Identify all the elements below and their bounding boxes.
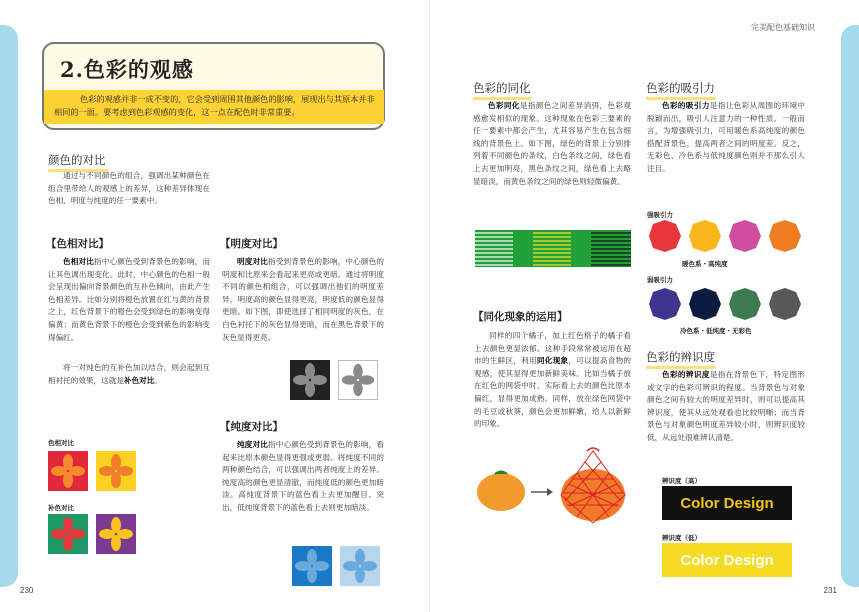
- purple-square: [96, 514, 136, 554]
- yellow-flower-icon: [96, 514, 136, 554]
- legibility-heading: 色彩的辨识度: [646, 350, 715, 364]
- assimilation-use-heading: 【同化现象的运用】: [473, 311, 568, 323]
- strong-polygon-3: [729, 220, 761, 252]
- vivid-blue-square: [292, 546, 332, 586]
- weak-polygon-1: [649, 288, 681, 320]
- legibility-low-label: 辨识度（低）: [662, 534, 701, 542]
- assimilation-heading: 色彩的同化: [473, 81, 531, 95]
- gray-flower-icon: [290, 360, 330, 400]
- running-header: 完美配色基础知识: [751, 23, 815, 32]
- hue-contrast-heading: 【色相对比】: [46, 238, 109, 250]
- left-page-tab: [0, 25, 18, 587]
- red-square: [48, 451, 88, 491]
- chapter-title: 2.色彩的观感: [60, 57, 194, 82]
- high-legibility-sample: Color Design: [662, 486, 792, 520]
- attraction-section-header: [646, 80, 796, 100]
- gray-flower-icon: [339, 361, 377, 399]
- hue-contrast-term: 色相对比: [63, 257, 94, 266]
- strong-polygon-4: [769, 220, 801, 252]
- contrast-body: 通过与不同颜色的组合，强调出某种颜色在组合里带给人的观感上的差异，这种差异体现在色相、明度与纯度的任一要素中。: [48, 171, 210, 206]
- black-square: [290, 360, 330, 400]
- assimilation-body: 色彩同化是指颜色之间差异消弭，色彩观感愈发相似的现象。这种现象在色彩三要素的任一要素中都会产生，尤其容易产生在包含细线的背景色上。如下图，绿色的背景上分别排列着不同颜色的条纹，白色条纹之间，绿色看上去更加明亮，黑色条纹之间，绿色看上去略显暗淡，而黄色条纹之间的绿色则轻微偏黄。: [473, 101, 632, 186]
- strong-attraction-caption: 暖色系・高纯度: [682, 260, 728, 268]
- attraction-body: 色彩的吸引力是指让色彩从周围的环境中脱颖而出，吸引人注意力的一种性质。一般而言，为增强吸引力，可用暖色系高纯度的颜色搭配背景色，提高两者之间的明度差。反之，无彩色、冷色系与低纯度颜色则并不那么引人注目。: [647, 101, 806, 173]
- assimilation-term: 色彩同化: [488, 101, 520, 110]
- value-contrast-body: 明度对比指受到背景色的影响，中心颜色的明度和比原来会看起来更亮或更暗。通过将明度不同的颜色相组合，可以强调出他们的明度差异，明度高的颜色显得更亮，明度低的颜色显得更暗。如下图，即使选择了相同明度的灰色，在白色衬托下的灰色显得更暗，而在黑色背景下的灰色显得更亮。: [222, 257, 385, 342]
- orange-fruit-icon: [475, 445, 635, 530]
- weak-polygon-2: [689, 288, 721, 320]
- assimilation-use-body: 同样的四个橘子，加上红色格子的橘子看上去颜色更显浓郁。这种手段常常被运用在超市的生鲜区，利用同化现象，可以提高食物的观感，使其显得更加新鲜美味。比如当橘子放在红色的网袋中时，实际看上去的颜色比原本偏红，显得更加成熟。同样，放在绿色网袋中的毛豆或秋葵，颜色会更加鲜嫩，给人以新鲜的印象。: [474, 331, 632, 429]
- assimilation-section-header: [473, 80, 613, 100]
- chapter-title-box: [42, 42, 385, 130]
- orange-net-figure: [475, 445, 635, 530]
- chapter-intro: 色彩的观感并非一成不变的，它会受到周围其他颜色的影响，展现出与其原本并非相同的一面。要考虑到色彩观感的变化，这一点在配色时非常重要。: [54, 94, 375, 117]
- legibility-body: 色彩的辨识度是指在背景色下，特定图形或文字的色彩可辨识的程度。当背景色与对象颜色之间有较大的明度差异时，则可以提高其辨识度，使其从远处观看也比较明晰；而当背景色与对象颜色明度差异较小时，则辨识度较低，从远处很难辨认清楚。: [647, 370, 806, 442]
- weak-color-polygons: [647, 286, 805, 326]
- assimilation-use-term: 同化现象: [536, 356, 569, 366]
- legibility-term: 色彩的辨识度: [662, 370, 710, 379]
- chroma-contrast-body: 纯度对比指中心颜色受到背景色的影响，看起来比原本颜色显得更强或更弱。将纯度不同的两种颜色结合，可以强调出两者纯度上的差异。纯度高的颜色更显清澈，而纯度低的颜色更加暗淡。高纯度背景下的蓝色看上去更加醒目、突出，低纯度背景下的蓝色看上去则更加暗淡。: [222, 440, 385, 512]
- red-flower-icon: [48, 514, 88, 554]
- legibility-section-header: [646, 349, 796, 369]
- low-legibility-sample: Color Design: [662, 543, 792, 577]
- complement-body: 将一对纯色的互补色加以结合，则会起到互相衬托的效果，这就是补色对比。: [48, 363, 210, 385]
- chroma-contrast-term: 纯度对比: [237, 440, 268, 449]
- weak-polygon-3: [729, 288, 761, 320]
- attraction-heading: 色彩的吸引力: [646, 81, 715, 95]
- right-page-tab: [841, 25, 859, 587]
- orange-flower-icon: [48, 451, 88, 491]
- strong-polygons: [647, 218, 805, 258]
- pale-blue-square: [340, 546, 380, 586]
- hue-contrast-body: 色相对比指中心颜色受到背景色的影响，而让其色调出现变化。此时，中心颜色的色相一般会呈现出偏向背景颜色的互补色倾向，由此产生色相差异。比如分别将橙色放置在红与黄的背景之上，红色背景下的橙色会受到绿色的影响变得偏黄；而黄色背景下的橙色会受到紫色的影响变得偏红。: [48, 257, 211, 342]
- page-number-left: 230: [20, 586, 34, 595]
- contrast-section-header: [48, 152, 158, 172]
- complement-label: 补色对比: [48, 504, 74, 512]
- stripe-figure: [475, 230, 631, 267]
- strong-attraction-label: 强吸引力: [647, 211, 673, 219]
- blue-flower-icon: [340, 546, 380, 586]
- page-spine: [429, 0, 430, 612]
- strong-polygon-1: [649, 220, 681, 252]
- strong-polygon-2: [689, 220, 721, 252]
- chroma-contrast-heading: 【纯度对比】: [220, 421, 283, 433]
- yellow-square: [96, 451, 136, 491]
- weak-attraction-label: 弱吸引力: [647, 276, 673, 284]
- blue-flower-icon: [292, 546, 332, 586]
- strong-color-polygons: [647, 218, 805, 258]
- page-number-right: 231: [823, 586, 837, 595]
- attraction-term: 色彩的吸引力: [662, 101, 710, 110]
- green-square: [48, 514, 88, 554]
- value-contrast-heading: 【明度对比】: [220, 238, 283, 250]
- value-contrast-term: 明度对比: [237, 257, 268, 266]
- orange-flower-icon: [96, 451, 136, 491]
- weak-attraction-caption: 冷色系・低纯度・无彩色: [680, 327, 752, 335]
- legibility-high-label: 辨识度（高）: [662, 477, 701, 485]
- contrast-heading: 颜色的对比: [48, 153, 106, 167]
- white-square: [338, 360, 378, 400]
- assimilation-stripes: [475, 230, 631, 267]
- weak-polygons: [647, 286, 805, 326]
- hue-contrast-label: 色相对比: [48, 439, 74, 447]
- weak-polygon-4: [769, 288, 801, 320]
